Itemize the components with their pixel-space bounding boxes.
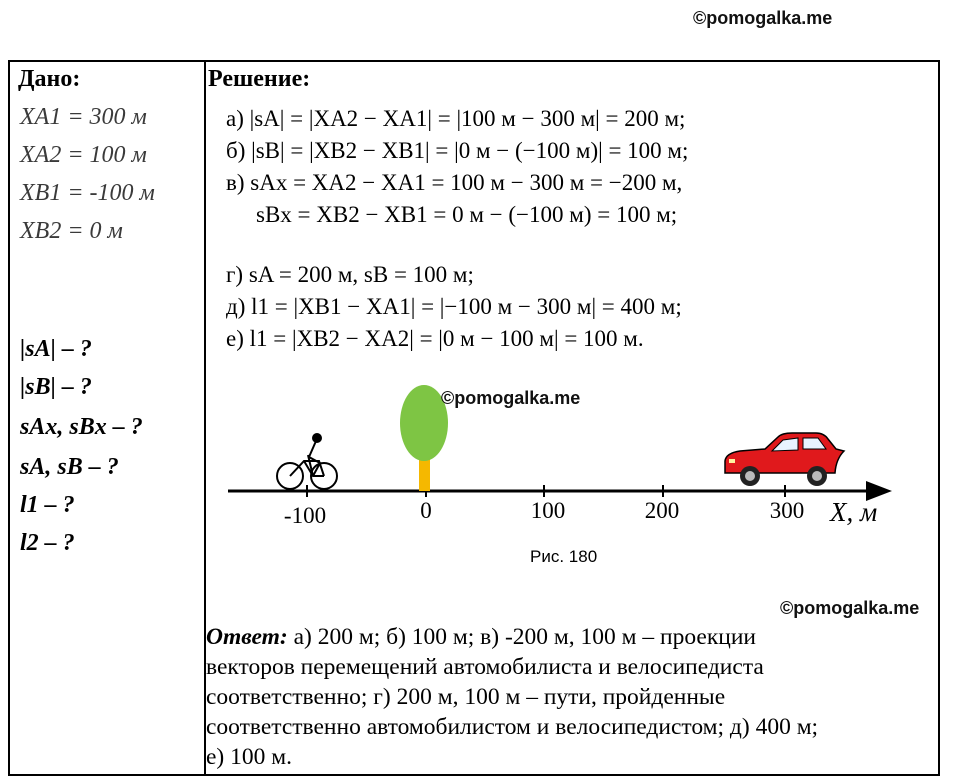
given-item: XB2 = 0 м <box>20 218 123 244</box>
given-item: XA2 = 100 м <box>20 142 147 168</box>
answer-label: Ответ: <box>206 624 288 650</box>
answer-line: соответственно; г) 200 м, 100 м – пути, пройденные <box>206 684 726 710</box>
tick-label: -100 <box>283 503 327 528</box>
solution-line: е) l1 = |XB2 − XA2| = |0 м − 100 м| = 100 м. <box>226 326 644 351</box>
solution-title: Решение: <box>208 66 311 92</box>
given-item: XA1 = 300 м <box>20 104 147 130</box>
given-item: XB1 = -100 м <box>20 180 155 206</box>
answer-line: е) 100 м. <box>206 744 293 770</box>
answer-line: соответственно автомобилистом и велосипедистом; д) 400 м; <box>206 714 819 740</box>
solution-line: sBx = XB2 − XB1 = 0 м − (−100 м) = 100 м; <box>256 202 678 227</box>
solution-line: д) l1 = |XB1 − XA1| = |−100 м − 300 м| = 400 м; <box>226 294 682 319</box>
car-icon <box>725 433 844 486</box>
watermark-top: ©pomogalka.me <box>693 8 833 28</box>
solution-line: б) |sB| = |XB2 − XB1| = |0 м − (−100 м)| = 100 м; <box>226 138 689 163</box>
unknown-item: l2 – ? <box>20 530 75 556</box>
answer-text: а) 200 м; б) 100 м; в) -200 м, 100 м – проекции <box>293 624 756 650</box>
tick-label: 200 <box>644 498 680 523</box>
watermark-figure: ©pomogalka.me <box>441 388 581 408</box>
answer-line: векторов перемещений автомобилиста и велосипедиста <box>206 654 764 680</box>
tick-label: 0 <box>420 498 432 523</box>
tick-label: 100 <box>530 498 566 523</box>
solution-line: г) sA = 200 м, sB = 100 м; <box>226 262 474 287</box>
unknown-item: |sA| – ? <box>20 336 92 362</box>
tick-label: 300 <box>769 498 805 523</box>
bicyclist-icon <box>277 434 337 489</box>
unknown-item: |sB| – ? <box>20 374 92 400</box>
unknown-item: l1 – ? <box>20 492 75 518</box>
unknown-item: sAx, sBx – ? <box>20 414 143 440</box>
given-title: Дано: <box>18 66 81 92</box>
unknown-item: sA, sB – ? <box>20 454 119 480</box>
figure-caption: Рис. 180 <box>530 547 598 566</box>
solution-line: в) sAx = XA2 − XA1 = 100 м − 300 м = −200 м, <box>226 170 683 195</box>
answer-line-1 <box>206 622 756 652</box>
watermark-answer: ©pomogalka.me <box>780 598 920 618</box>
axis-label: X, м <box>830 497 878 527</box>
solution-line: а) |sA| = |XA2 − XA1| = |100 м − 300 м| = 200 м; <box>226 106 686 131</box>
